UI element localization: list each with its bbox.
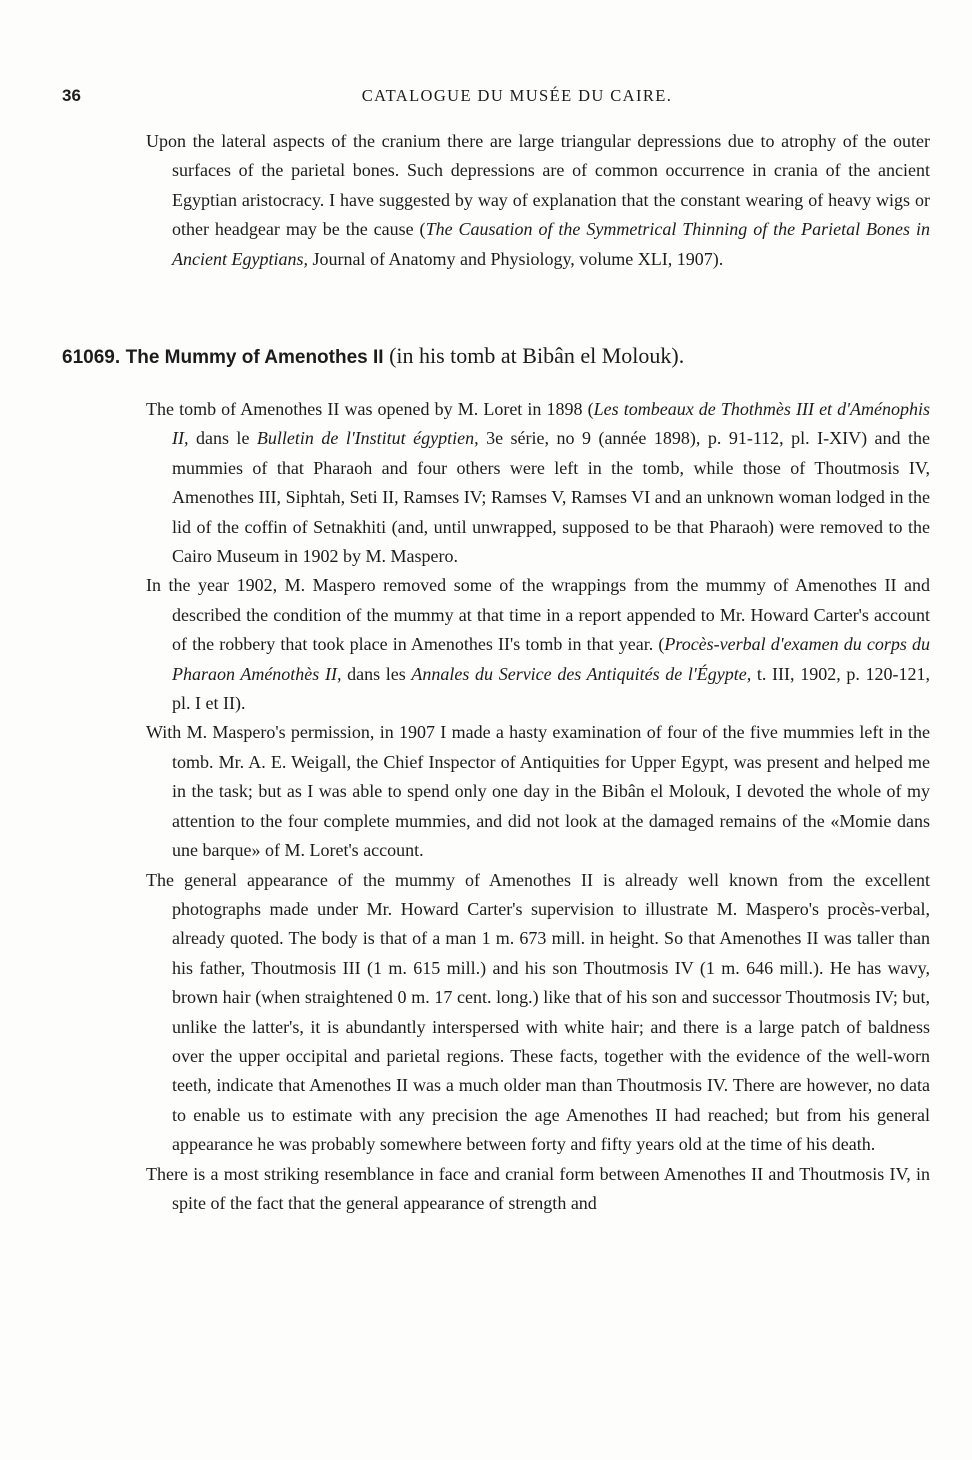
running-head — [62, 86, 932, 110]
intro-paragraph — [146, 127, 930, 274]
entry-body — [146, 395, 930, 1218]
running-title: CATALOGUE DU MUSÉE DU CAIRE. — [361, 86, 673, 105]
intro-text-after: Journal of Anatomy and Physiology, volume XLI, 1907). — [307, 248, 724, 269]
paragraph-maspero-1902 — [146, 571, 930, 718]
paragraph-tomb-opening — [146, 395, 930, 571]
p1-cited-title: Les tombeaux de Thothmès III et d'Aménophis II, — [172, 399, 930, 449]
entry-number: 61069. — [62, 347, 121, 368]
entry-heading — [62, 343, 932, 369]
entry-location: (in his tomb at Bibân el Molouk). — [389, 343, 685, 368]
p1-cited-journal: Bulletin de l'Institut égyptien, — [256, 428, 479, 449]
p2-text-a: In the year 1902, M. Maspero removed some of the wrappings from the mummy of Amenothes II and described the condition of the mummy at that time in a report appended to Mr. Howard Carter's account of the robbery that took place in Amenothes II's tomb in that year. ( — [146, 575, 930, 655]
entry-title: The Mummy of Amenothes II — [125, 347, 384, 368]
paragraph-general-appearance: The general appearance of the mummy of Amenothes II is already well known from the excellent photographs made under Mr. Howard Carter's supervision to illustrate M. Maspero's procès-verbal, already quoted. The body is that of a man 1 m. 673 mill. in height. So that Amenothes II was taller than his father, Thoutmosis III (1 m. 615 mill.) and his son Thoutmosis IV (1 m. 646 mill.). He has wavy, brown hair (when straightened 0 m. 17 cent. long.) like that of his son and successor Thoutmosis IV; but, unlike the latter's, it is abundantly interspersed with white hair; and there is a large patch of baldness over the upper occipital and parietal regions. These facts, together with the evidence of the well-worn teeth, indicate that Amenothes II was a much older man than Thoutmosis IV. There are however, no data to enable us to estimate with any precision the age Amenothes II had reached; but from his general appearance he was probably somewhere between forty and fifty years old at the time of his death. — [146, 869, 930, 1155]
p1-text-e: 3e série, no 9 (année 1898), p. 91-112, pl. I-XIV) and the mummies of that Pharaoh and four others were left in the tomb, while those of Thoutmosis IV, Amenothes III, Siphtah, Seti II, Ramses IV; Ramses V, Ramses VI and an unknown woman lodged in the lid of the coffin of Setnakhiti (and, until unwrapped, supposed to be that Pharaoh) were removed to the Cairo Museum in 1902 by M. Maspero. — [172, 428, 930, 567]
p2-text-e: t. III, 1902, p. 120-121, pl. I et II). — [172, 663, 930, 714]
page-number: 36 — [62, 86, 81, 105]
p1-text-a: The tomb of Amenothes II was opened by M. Loret in 1898 ( — [146, 399, 594, 419]
paragraph-resemblance: There is a most striking resemblance in face and cranial form between Amenothes II and Thoutmosis IV, in spite of the fact that the general appearance of strength and — [146, 1163, 930, 1213]
p2-cited-title: Procès-verbal d'examen du corps du Pharaon Aménothès II, — [172, 634, 931, 684]
intro-section — [146, 127, 930, 274]
p2-cited-journal: Annales du Service des Antiquités de l'Égypte, — [411, 663, 752, 684]
paragraph-examination-1907: With M. Maspero's permission, in 1907 I made a hasty examination of four of the five mummies left in the tomb. Mr. A. E. Weigall, the Chief Inspector of Antiquities for Upper Egypt, was present and helped me in the task; but as I was able to spend only one day in the Bibân el Molouk, I devoted the whole of my attention to the four complete mummies, and did not look at the damaged remains of the «Momie dans une barque» of M. Loret's account. — [146, 722, 930, 861]
intro-text-before: Upon the lateral aspects of the cranium there are large triangular depressions due to atrophy of the outer surfaces of the parietal bones. Such depressions are of common occurrence in crania of the ancient Egyptian aristocracy. I have suggested by way of explanation that the constant wearing of heavy wigs or other headgear may be the cause ( — [146, 131, 930, 240]
intro-cited-title: The Causation of the Symmetrical Thinning of the Parietal Bones in Ancient Egyptians, — [172, 219, 930, 269]
p2-text-c: dans les — [341, 663, 412, 684]
p1-text-c: dans le — [188, 428, 257, 449]
